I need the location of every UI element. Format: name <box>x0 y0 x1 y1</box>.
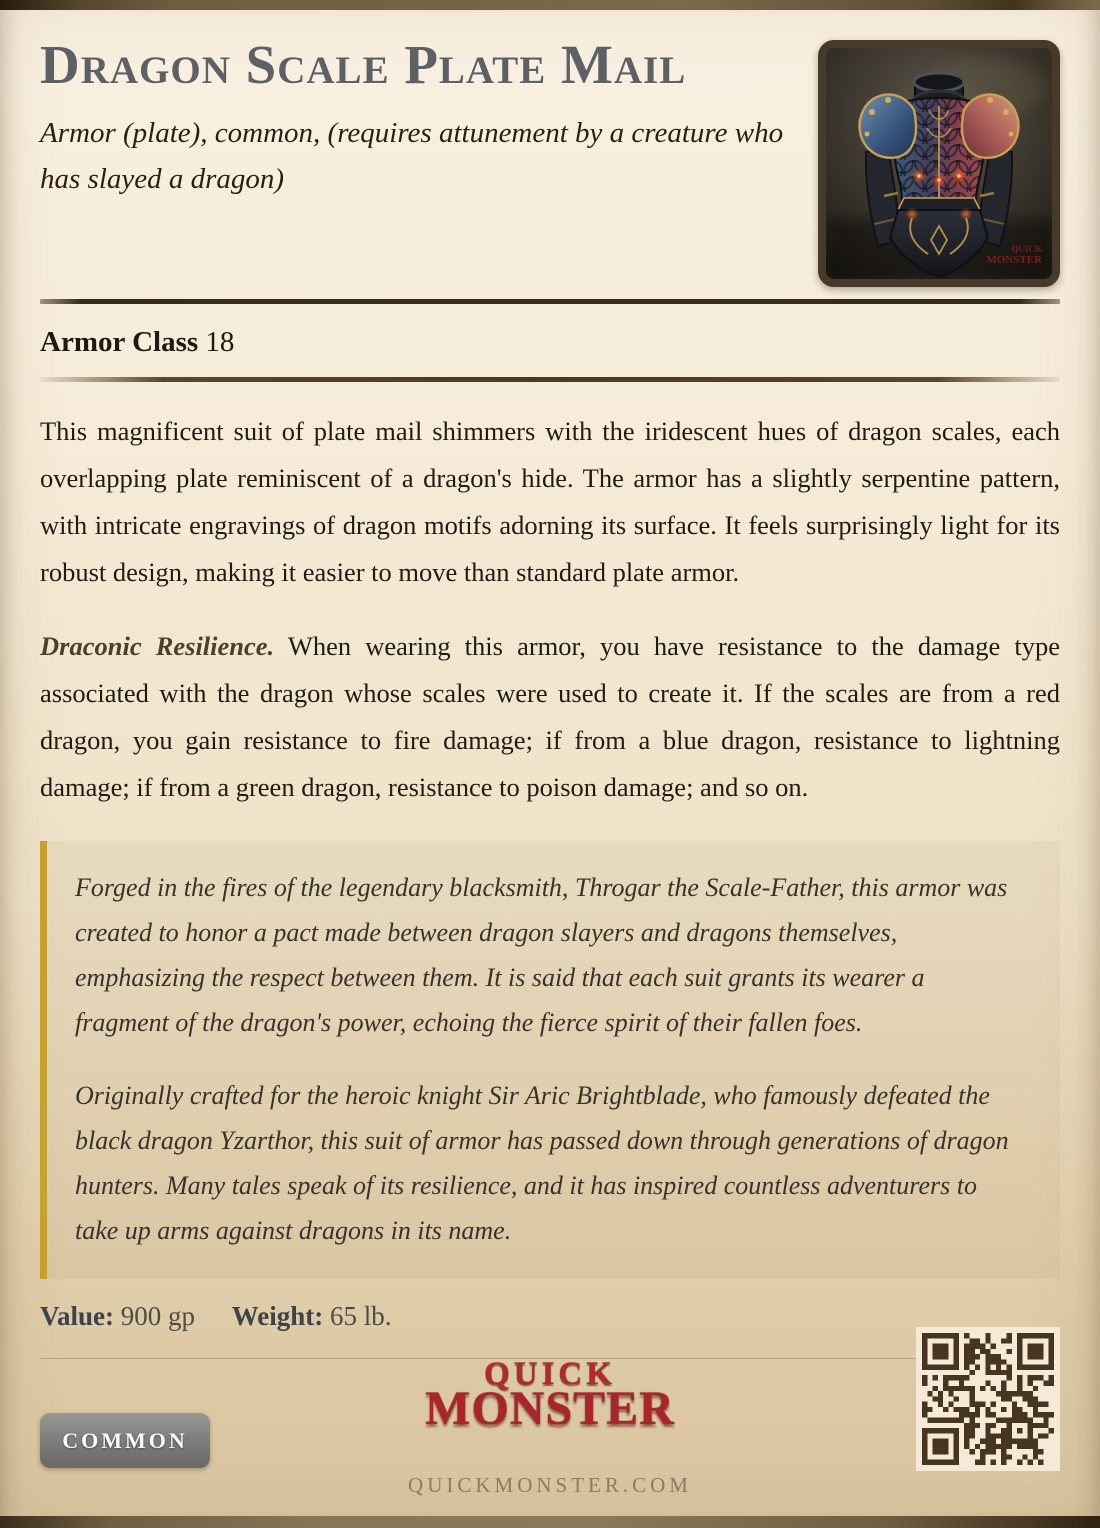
bottom-border-bar <box>0 1516 1100 1528</box>
rarity-badge: COMMON <box>40 1413 210 1468</box>
weight-label: Weight: <box>231 1300 324 1331</box>
value-amount: 900 gp <box>120 1300 196 1331</box>
lore-paragraph: Forged in the fires of the legendary blacksmith, Throgar the Scale-Father, this armor was created to honor a pact made between dragon slayers and dragons themselves, emphasizing the respect between them. It is said that each suit grants its wearer a fragment of the dragon's power, echoing the fierce spirit of their fallen foes. <box>75 872 1008 1037</box>
lore-blockquote <box>40 841 1060 1279</box>
armor-class-value: 18 <box>205 326 235 358</box>
feature-name: Draconic Resilience. <box>40 630 275 661</box>
item-subtitle: Armor (plate), common, (requires attunement by a creature who has slayed a dragon) <box>40 116 784 196</box>
armor-class-line <box>40 326 1060 359</box>
item-title: Dragon Scale Plate Mail <box>40 34 687 95</box>
item-artwork <box>818 40 1060 287</box>
item-card <box>0 10 1100 1516</box>
feature-text: When wearing this armor, you have resistance to the damage type associated with the dragon whose scales were used to create it. If the scales are from a red dragon, you gain resistance to fire damage; if from a blue dragon, resistance to lightning damage; if from a green dragon, resistance to poison damage; and so on. <box>40 630 1060 802</box>
qr-code <box>916 1327 1060 1471</box>
website-link: QUICKMONSTER.COM <box>408 1473 692 1497</box>
lore-paragraph: Originally crafted for the heroic knight Sir Aric Brightblade, who famously defeated the black dragon Yzarthor, this suit of armor has passed down through generations of dragon hunters. Many tales speak of its resilience, and it has inspired countless adventurers to take up arms against dragons in its name. <box>75 1080 1009 1245</box>
divider-heavy <box>40 299 1060 304</box>
card-header <box>40 10 1060 287</box>
divider-gradient <box>40 377 1060 382</box>
artwork-watermark-line2: MONSTER <box>986 254 1042 266</box>
item-feature <box>40 623 1060 811</box>
brand-logo-line2: MONSTER <box>425 1382 675 1435</box>
item-description: This magnificent suit of plate mail shimmers with the iridescent hues of dragon scales, each overlapping plate reminiscent of a dragon's hide. The armor has a slightly serpentine pattern, with intricate engravings of dragon motifs adorning its surface. It feels surprisingly light for its robust design, making it easier to move than standard plate armor. <box>40 416 1060 587</box>
armor-class-label: Armor Class <box>40 326 199 358</box>
brand-logo-line1: QUICK <box>484 1356 616 1392</box>
weight-amount: 65 lb. <box>330 1300 392 1331</box>
top-border-bar <box>0 0 1100 10</box>
artwork-watermark-line1: QUICK <box>1011 244 1042 254</box>
value-label: Value: <box>40 1300 115 1331</box>
value-weight-line <box>40 1301 1060 1332</box>
header-text-block <box>40 10 818 203</box>
